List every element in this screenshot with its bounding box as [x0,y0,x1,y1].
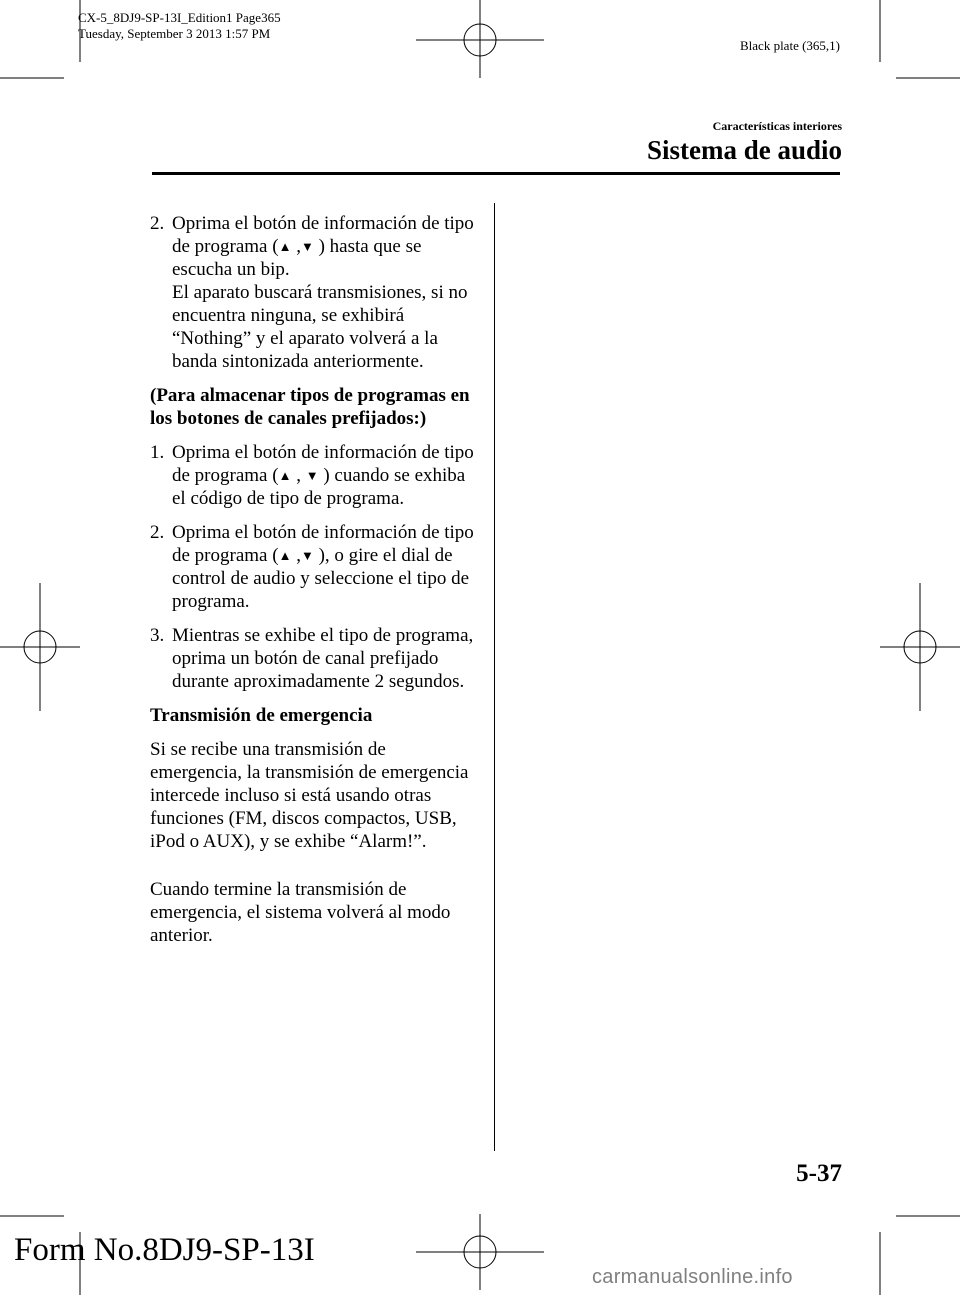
up-arrow-icon: ▲ [278,548,292,563]
header-rule [152,172,840,175]
column-divider [494,203,495,1151]
print-slug [78,10,281,42]
list-item [150,521,480,613]
item-number: 3. [150,625,165,646]
item-number: 1. [150,442,165,463]
item-text-sep: , [291,236,301,257]
paragraph-emergency: Si se recibe una transmisión de emergencia, la transmisión de emergencia intercede incluso si está usando otras funciones (FM, discos compactos, USB, iPod o AUX), y se exhibe “Alarm!”. [150,739,469,852]
page-number: 5-37 [796,1160,842,1187]
down-arrow-icon: ▼ [305,468,319,483]
paragraph-end-emergency: Cuando termine la transmisión de emergencia, el sistema volverá al modo anterior. [150,879,451,946]
section-title: Sistema de audio [646,135,842,165]
down-arrow-icon: ▼ [300,548,314,563]
plate-label: Black plate (365,1) [740,38,840,53]
form-number: Form No.8DJ9-SP-13I [14,1232,315,1268]
list-item [150,441,480,510]
down-arrow-icon: ▼ [300,239,314,254]
item-text-b: ), o gire el dial de control de audio y seleccione el tipo de programa. [172,545,470,612]
item-text [172,441,480,510]
item-text-b: ) hasta que se escucha un bip. [172,236,422,280]
watermark: carmanualsonline.info [592,1266,793,1288]
item-text-sep: , [291,465,306,486]
item-text-a: Oprima el botón de información de tipo de programa ( [172,213,474,257]
up-arrow-icon: ▲ [278,468,292,483]
item-text [172,521,480,613]
item-text-a: Oprima el botón de información de tipo de programa ( [172,522,474,566]
subheading-store-program-types: (Para almacenar tipos de programas en los botones de canales prefijados:) [150,385,470,429]
item-text [172,212,480,373]
subheading-emergency: Transmisión de emergencia [150,705,373,726]
list-item [150,212,480,373]
item-number: 2. [150,522,165,543]
slug-line-1: CX-5_8DJ9-SP-13I_Edition1 Page365 [78,10,281,25]
item-text: Mientras se exhibe el tipo de programa, oprima un botón de canal prefijado durante aproximadamente 2 segundos. [172,625,474,692]
slug-line-2: Tuesday, September 3 2013 1:57 PM [78,26,271,41]
main-column [150,212,480,958]
item-text-b: ) cuando se exhiba el código de tipo de programa. [172,465,466,509]
item-text-sep: , [291,545,301,566]
item-text-c: El aparato buscará transmisiones, si no encuentra ninguna, se exhibirá “Nothing” y el aparato volverá a la banda sintonizada anteriormente. [172,282,468,372]
item-number: 2. [150,213,165,234]
up-arrow-icon: ▲ [278,239,292,254]
section-category: Características interiores [712,119,842,133]
item-text-a: Oprima el botón de información de tipo de programa ( [172,442,474,486]
list-item [150,624,480,693]
